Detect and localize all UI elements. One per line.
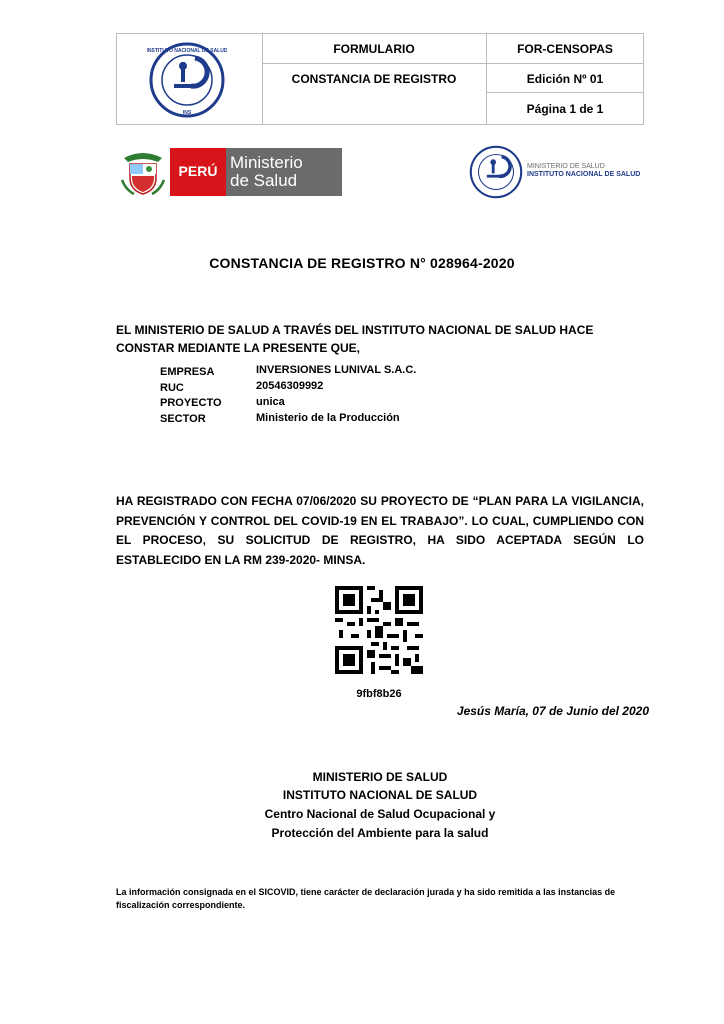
field-value-empresa: INVERSIONES LUNIVAL S.A.C. [256, 364, 417, 376]
doc-title-header: CONSTANCIA DE REGISTRO [291, 72, 457, 86]
registration-statement: HA REGISTRADO CON FECHA 07/06/2020 SU PROYECTO DE “PLAN PARA LA VIGILANCIA, PREVENCIÓN Y CONTROL DEL COVID-19 EN EL TRABAJO”. LO CUAL, CUMPLIENDO CON EL PROCESO, SU SOLICITUD DE REGISTRO, HA SIDO ACEPTADA SEGÚN LO ESTABLECIDO EN LA RM 239-2020- MINSA. [116, 494, 644, 567]
ins-logo-small [468, 144, 524, 200]
edition: Edición Nº 01 [526, 72, 604, 86]
page-number: Página 1 de 1 [526, 102, 604, 116]
minsa-logo [170, 148, 342, 196]
ministerio-label-1: Ministerio [230, 153, 303, 172]
field-value-sector: Ministerio de la Producción [256, 412, 400, 424]
field-value-ruc: 20546309992 [256, 380, 324, 392]
field-label-empresa: EMPRESA [160, 366, 215, 378]
form-code: FOR-CENSOPAS [517, 42, 613, 56]
form-label: FORMULARIO [333, 42, 415, 56]
field-label-sector: SECTOR [160, 413, 206, 425]
ins-logo [147, 40, 227, 120]
field-value-proyecto: unica [256, 396, 285, 408]
peru-label: PERÚ [178, 163, 218, 179]
ins-label-1: MINISTERIO DE SALUD [527, 163, 605, 170]
footer-disclaimer: La información consignada en el SICOVID, tiene carácter de declaración jurada y ha sido remitida a las instancias de fiscalización correspondiente. [116, 887, 616, 910]
signature-line-2: INSTITUTO NACIONAL DE SALUD [282, 788, 478, 802]
qr-code[interactable] [335, 586, 423, 674]
form-header-table [116, 33, 644, 125]
document-title: CONSTANCIA DE REGISTRO N° 028964-2020 [209, 255, 515, 271]
place-date: Jesús María, 07 de Junio del 2020 [456, 704, 649, 718]
signature-line-3: Centro Nacional de Salud Ocupacional y [264, 807, 496, 821]
ministerio-label-2: de Salud [230, 171, 298, 190]
intro-text: EL MINISTERIO DE SALUD A TRAVÉS DEL INSTITUTO NACIONAL DE SALUD HACE CONSTAR MEDIANTE LA PRESENTE QUE, [116, 323, 594, 355]
qr-code-text: 9fbf8b26 [356, 688, 402, 700]
field-label-ruc: RUC [160, 382, 184, 394]
peru-coat-of-arms-icon [120, 150, 166, 196]
signature-line-1: MINISTERIO DE SALUD [312, 770, 448, 784]
svg-text:INS: INS [182, 110, 192, 116]
signature-line-4: Protección del Ambiente para la salud [271, 826, 489, 840]
field-label-proyecto: PROYECTO [160, 397, 222, 409]
svg-text:INSTITUTO NACIONAL DE SALUD: INSTITUTO NACIONAL DE SALUD [147, 48, 227, 54]
ins-label-2: INSTITUTO NACIONAL DE SALUD [527, 171, 641, 178]
